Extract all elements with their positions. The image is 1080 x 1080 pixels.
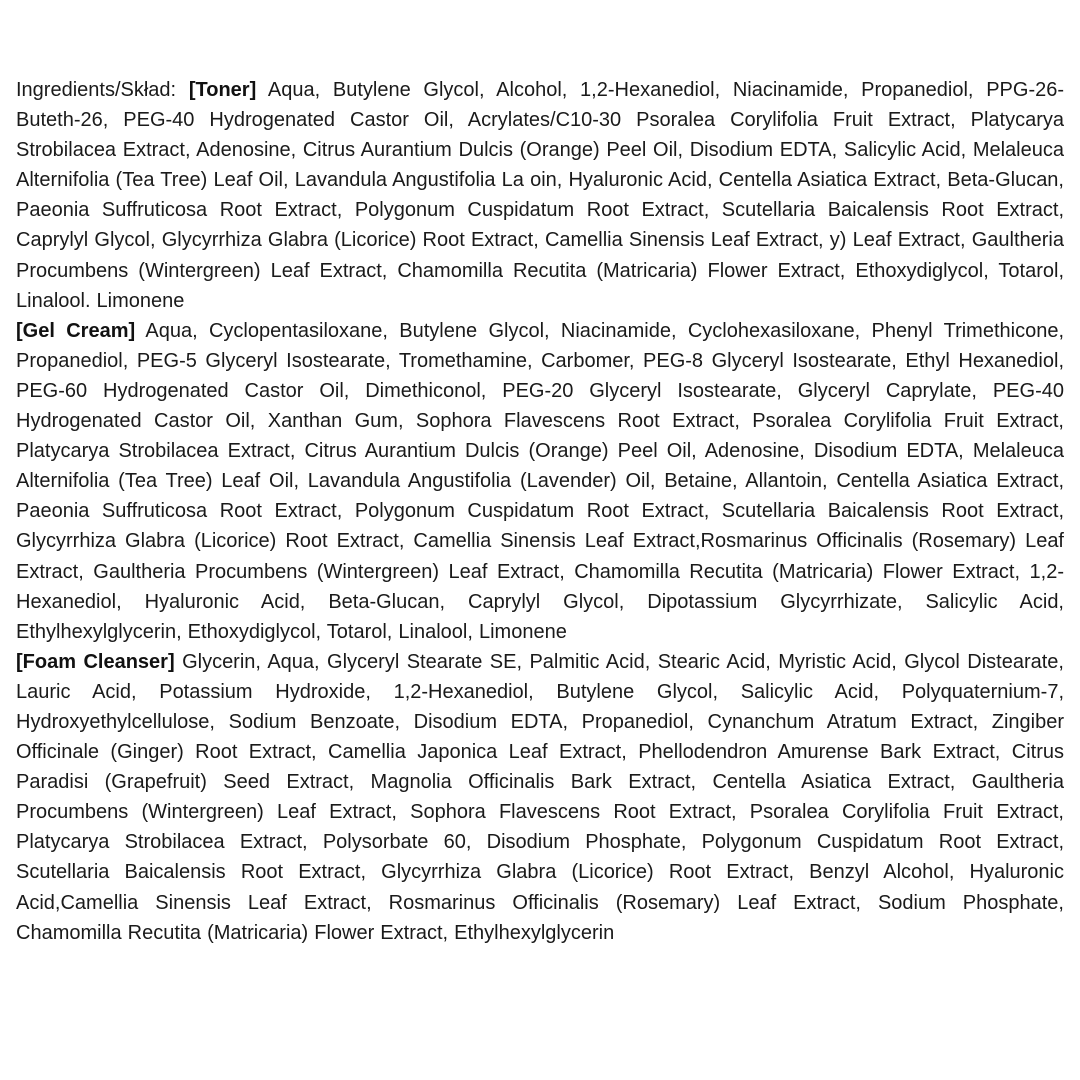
foam-cleanser-heading: [Foam Cleanser] [16,650,175,673]
toner-ingredients: Aqua, Butylene Glycol, Alcohol, 1,2-Hexanediol, Niacinamide, Propanediol, PPG-26-Buteth-26, PEG-40 Hydrogenated Castor Oil, Acrylates/C10-30 Psoralea Corylifolia Fruit Extract, Platycarya Strobilacea Extract, Adenosine, Citrus Aurantium Dulcis (Orange) Peel Oil, Disodium EDTA, Salicylic Acid, Melaleuca Alternifolia (Tea Tree) Leaf Oil, Lavandula Angustifolia La oin, Hyaluronic Acid, Centella Asiatica Extract, Beta-Glucan, Paeonia Suffruticosa Root Extract, Polygonum Cuspidatum Root Extract, Scutellaria Baicalensis Root Extract, Caprylyl Glycol, Glycyrrhiza Glabra (Licorice) Root Extract, Camellia Sinensis Leaf Extract, y) Leaf Extract, Gaultheria Procumbens (Wintergreen) Leaf Extract, Chamomilla Recutita (Matricaria) Flower Extract, Ethoxydiglycol, Totarol, Linalool. Limonene [16,79,1065,312]
gel-cream-heading: [Gel Cream] [16,319,136,342]
ingredients-list [16,75,1064,948]
toner-paragraph [16,75,1064,316]
foam-cleanser-ingredients: Glycerin, Aqua, Glyceryl Stearate SE, Palmitic Acid, Stearic Acid, Myristic Acid, Glycol Distearate, Lauric Acid, Potassium Hydroxide, 1,2-Hexanediol, Butylene Glycol, Salicylic Acid, Polyquaternium-7, Hydroxyethylcellulose, Sodium Benzoate, Disodium EDTA, Propanediol, Cynanchum Atratum Extract, Zingiber Officinale (Ginger) Root Extract, Camellia Japonica Leaf Extract, Phellodendron Amurense Bark Extract, Citrus Paradisi (Grapefruit) Seed Extract, Magnolia Officinalis Bark Extract, Centella Asiatica Extract, Gaultheria Procumbens (Wintergreen) Leaf Extract, Sophora Flavescens Root Extract, Psoralea Corylifolia Fruit Extract, Platycarya Strobilacea Extract, Polysorbate 60, Disodium Phosphate, Polygonum Cuspidatum Root Extract, Scutellaria Baicalensis Root Extract, Glycyrrhiza Glabra (Licorice) Root Extract, Benzyl Alcohol, Hyaluronic Acid,Camellia Sinensis Leaf Extract, Rosmarinus Officinalis (Rosemary) Leaf Extract, Sodium Phosphate, Chamomilla Recutita (Matricaria) Flower Extract, Ethylhexylglycerin [16,650,1064,944]
gel-cream-paragraph [16,316,1064,647]
toner-heading: [Toner] [188,79,257,101]
foam-cleanser-paragraph [16,647,1064,948]
gel-cream-ingredients: Aqua, Cyclopentasiloxane, Butylene Glycol, Niacinamide, Cyclohexasiloxane, Phenyl Trimethicone, Propanediol, PEG-5 Glyceryl Isostearate, Tromethamine, Carbomer, PEG-8 Glyceryl Isostearate, Ethyl Hexanediol, PEG-60 Hydrogenated Castor Oil, Dimethiconol, PEG-20 Glyceryl Isostearate, Glyceryl Caprylate, PEG-40 Hydrogenated Castor Oil, Xanthan Gum, Sophora Flavescens Root Extract, Psoralea Corylifolia Fruit Extract, Platycarya Strobilacea Extract, Citrus Aurantium Dulcis (Orange) Peel Oil, Adenosine, Disodium EDTA, Melaleuca Alternifolia (Tea Tree) Leaf Oil, Lavandula Angustifolia (Lavender) Oil, Betaine, Allantoin, Centella Asiatica Extract, Paeonia Suffruticosa Root Extract, Polygonum Cuspidatum Root Extract, Scutellaria Baicalensis Root Extract, Glycyrrhiza Glabra (Licorice) Root Extract, Camellia Sinensis Leaf Extract,Rosmarinus Officinalis (Rosemary) Leaf Extract, Gaultheria Procumbens (Wintergreen) Leaf Extract, Chamomilla Recutita (Matricaria) Flower Extract, 1,2-Hexanediol, Hyaluronic Acid, Beta-Glucan, Caprylyl Glycol, Dipotassium Glycyrrhizate, Salicylic Acid, Ethylhexylglycerin, Ethoxydiglycol, Totarol, Linalool, Limonene [16,319,1065,643]
intro-label: Ingredients/Skład: [16,79,177,101]
